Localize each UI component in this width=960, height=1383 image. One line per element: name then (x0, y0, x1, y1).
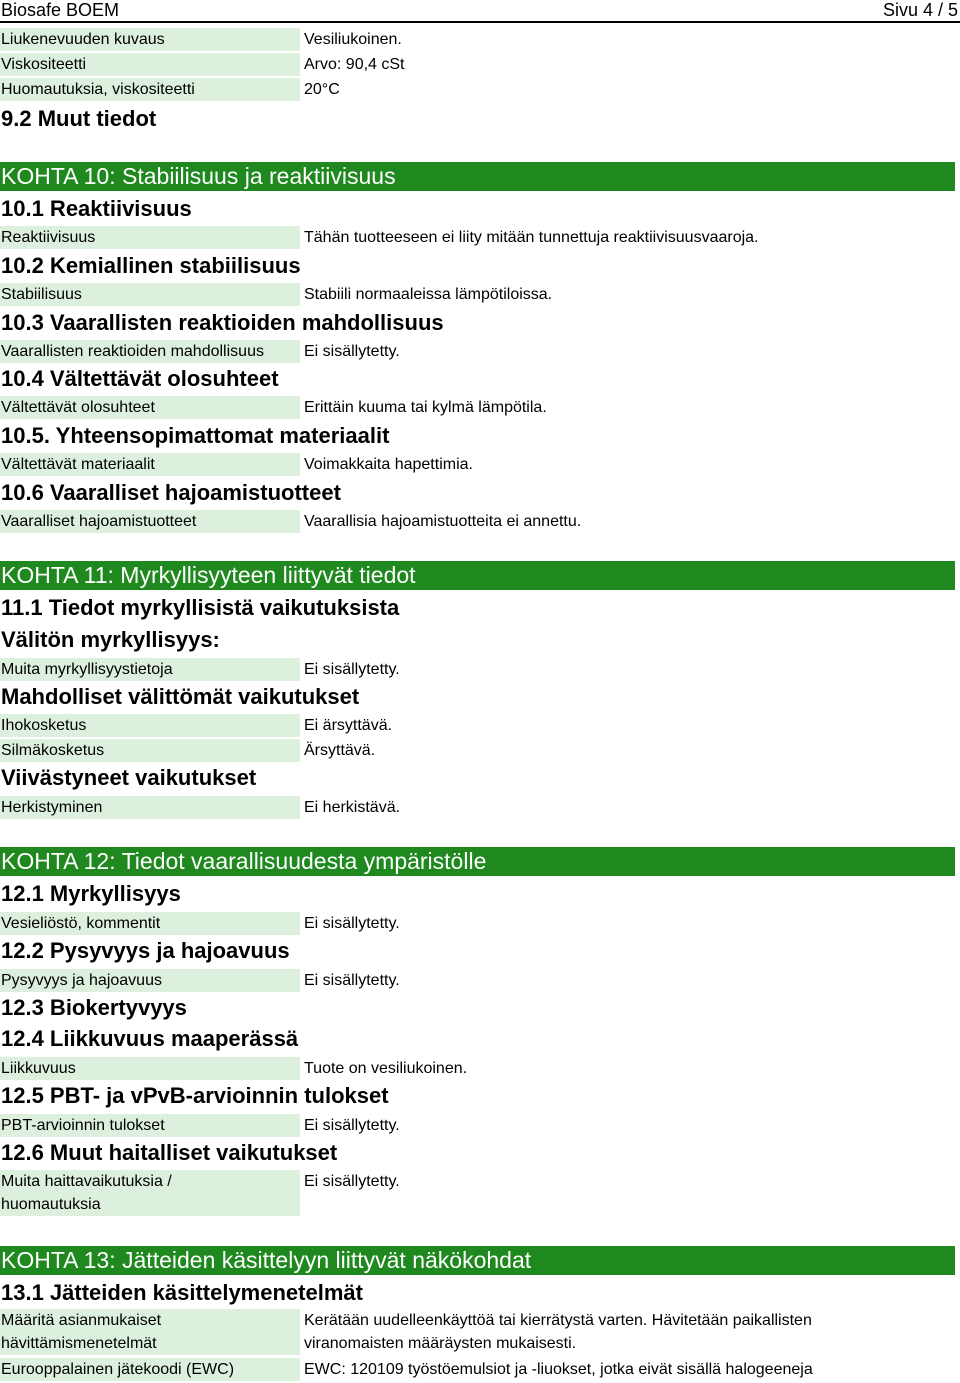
property-label-line: Määritä asianmukaiset (1, 1312, 162, 1329)
subsection-heading: 12.5 PBT- ja vPvB-arvioinnin tulokset (1, 1083, 389, 1108)
property-label (0, 1309, 300, 1355)
property-value: Ei sisällytetty. (304, 343, 400, 360)
property-label: Vaaralliset hajoamistuotteet (0, 510, 300, 533)
property-value (304, 1309, 812, 1355)
header-divider (0, 21, 960, 23)
subsection-heading: Mahdolliset välittömät vaikutukset (1, 684, 360, 709)
property-label-line: Muita haittavaikutuksia / (1, 1173, 172, 1190)
property-label: Silmäkosketus (0, 739, 300, 762)
subsection-heading: 12.3 Biokertyvyys (1, 995, 187, 1020)
property-label: Pysyvyys ja hajoavuus (0, 969, 300, 992)
subsection-heading: 10.6 Vaaralliset hajoamistuotteet (1, 480, 341, 505)
property-label: Vesieliöstö, kommentit (0, 912, 300, 935)
property-value: Ei sisällytetty. (304, 915, 400, 932)
property-label: Huomautuksia, viskositeetti (0, 78, 300, 101)
subsection-heading: 10.4 Vältettävät olosuhteet (1, 366, 279, 391)
subsection-heading: 9.2 Muut tiedot (1, 106, 157, 131)
section-10-heading: KOHTA 10: Stabiilisuus ja reaktiivisuus (0, 162, 955, 191)
property-label: Vältettävät olosuhteet (0, 396, 300, 419)
subsection-heading: 10.1 Reaktiivisuus (1, 196, 192, 221)
property-label: Liukenevuuden kuvaus (0, 28, 300, 51)
property-value: Voimakkaita hapettimia. (304, 456, 473, 473)
subsection-heading: 12.6 Muut haitalliset vaikutukset (1, 1140, 338, 1165)
subsection-heading: Viivästyneet vaikutukset (1, 765, 257, 790)
property-value: Vesiliukoinen. (304, 31, 402, 48)
property-value: Ei herkistävä. (304, 799, 401, 816)
property-label: Stabiilisuus (0, 283, 300, 306)
section-13-heading: KOHTA 13: Jätteiden käsittelyyn liittyvät näkökohdat (0, 1246, 955, 1275)
subsection-heading: 12.2 Pysyvyys ja hajoavuus (1, 938, 290, 963)
property-value: Ei sisällytetty. (304, 661, 400, 678)
property-value: Ei sisällytetty. (304, 1173, 400, 1190)
property-label-line: hävittämismenetelmät (1, 1335, 157, 1352)
property-label: Eurooppalainen jätekoodi (EWC) (0, 1358, 300, 1381)
property-value: Ei ärsyttävä. (304, 717, 393, 734)
property-value: Vaarallisia hajoamistuotteita ei annettu. (304, 513, 582, 530)
subsection-heading: 12.1 Myrkyllisyys (1, 881, 181, 906)
property-value: Stabiili normaaleissa lämpötiloissa. (304, 286, 553, 303)
property-value: Ärsyttävä. (304, 742, 376, 759)
property-value: Tähän tuotteeseen ei liity mitään tunnettuja reaktiivisuusvaaroja. (304, 229, 759, 246)
property-value: Erittäin kuuma tai kylmä lämpötila. (304, 399, 547, 416)
subsection-heading: Välitön myrkyllisyys: (1, 627, 220, 652)
subsection-heading: 10.5. Yhteensopimattomat materiaalit (1, 423, 390, 448)
property-label (0, 1170, 300, 1216)
subsection-heading: 10.2 Kemiallinen stabiilisuus (1, 253, 301, 278)
property-label: Ihokosketus (0, 714, 300, 737)
property-label: Viskositeetti (0, 53, 300, 76)
page-header (0, 0, 960, 22)
property-label: Herkistyminen (0, 796, 300, 819)
property-label: Vaarallisten reaktioiden mahdollisuus (0, 340, 300, 363)
subsection-heading: 12.4 Liikkuvuus maaperässä (1, 1026, 299, 1051)
subsection-heading: 10.3 Vaarallisten reaktioiden mahdollisuus (1, 310, 444, 335)
property-value-line: viranomaisten määräysten mukaisesti. (304, 1335, 577, 1352)
property-label: Liikkuvuus (0, 1057, 300, 1080)
property-label: Vältettävät materiaalit (0, 453, 300, 476)
section-11-heading: KOHTA 11: Myrkyllisyyteen liittyvät tiedot (0, 561, 955, 590)
property-value-line: Kerätään uudelleenkäyttöä tai kierrätystä varten. Hävitetään paikallisten (304, 1312, 812, 1329)
property-value: Ei sisällytetty. (304, 1117, 400, 1134)
property-label: PBT-arvioinnin tulokset (0, 1114, 300, 1137)
subsection-heading: 13.1 Jätteiden käsittelymenetelmät (1, 1280, 363, 1305)
property-value: 20°C (304, 81, 340, 98)
property-value: EWC: 120109 työstöemulsiot ja -liuokset, jotka eivät sisällä halogeeneja (304, 1361, 813, 1378)
property-value: Arvo: 90,4 cSt (304, 56, 405, 73)
document-title: Biosafe BOEM (1, 0, 120, 20)
property-label: Reaktiivisuus (0, 226, 300, 249)
property-label: Muita myrkyllisyystietoja (0, 658, 300, 681)
property-value: Tuote on vesiliukoinen. (304, 1060, 468, 1077)
page-number: Sivu 4 / 5 (882, 0, 958, 20)
property-label-line: huomautuksia (1, 1196, 101, 1213)
property-value: Ei sisällytetty. (304, 972, 400, 989)
subsection-heading: 11.1 Tiedot myrkyllisistä vaikutuksista (1, 595, 400, 620)
section-12-heading: KOHTA 12: Tiedot vaarallisuudesta ympäristölle (0, 847, 955, 876)
